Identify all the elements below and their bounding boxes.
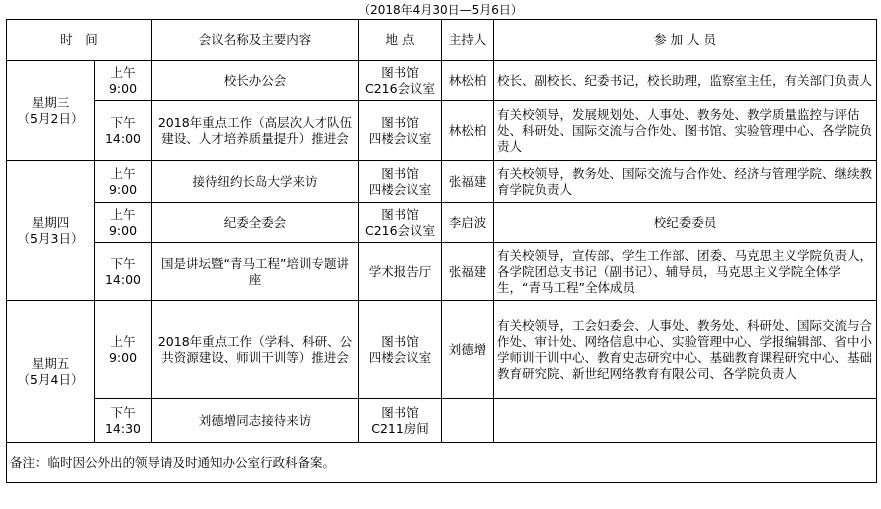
host: 刘德增	[442, 301, 494, 399]
period: 上午	[110, 206, 136, 222]
location-line: 图书馆	[381, 404, 419, 420]
time-cell	[95, 101, 152, 161]
location-cell	[359, 101, 442, 161]
time-cell	[95, 61, 152, 101]
meeting-name: 接待纽约长岛大学来访	[152, 161, 359, 203]
location-line: 学术报告厅	[368, 263, 432, 279]
time: 14:00	[104, 271, 142, 287]
date-range: （2018年4月30日—5月6日）	[358, 3, 523, 17]
attendees: 有关校领导，发展规划处、人事处、教务处、教学质量监控与评估处、科研处、国际交流与合作处、图书馆、实验管理中心、各学院负责人	[494, 101, 877, 161]
time: 14:30	[104, 420, 142, 436]
table-row	[7, 203, 877, 243]
location-line: C216会议室	[364, 80, 436, 96]
time-cell	[95, 243, 152, 301]
attendees	[494, 399, 877, 443]
location-line: 图书馆	[381, 165, 419, 181]
meeting-name: 2018年重点工作（学科、科研、公共资源建设、师训干训等）推进会	[152, 301, 359, 399]
day-label: 星期四	[31, 214, 70, 230]
location-cell	[359, 301, 442, 399]
day-cell	[7, 61, 95, 161]
time-cell	[95, 301, 152, 399]
day-date: （5月4日）	[17, 371, 84, 387]
meeting-name: 2018年重点工作（高层次人才队伍建设、人才培养质量提升）推进会	[152, 101, 359, 161]
day-cell	[7, 161, 95, 301]
note-row	[7, 443, 877, 483]
period: 下午	[110, 404, 136, 420]
host: 张福建	[442, 161, 494, 203]
location-cell	[359, 399, 442, 443]
table-row	[7, 301, 877, 399]
host: 林松柏	[442, 61, 494, 101]
header-location: 地 点	[359, 20, 442, 61]
time-cell	[95, 399, 152, 443]
host	[442, 399, 494, 443]
location-line: 图书馆	[381, 114, 419, 130]
attendees: 有关校领导，教务处、国际交流与合作处、经济与管理学院、继续教育学院负责人	[494, 161, 877, 203]
day-date: （5月3日）	[17, 230, 84, 246]
time: 9:00	[108, 80, 138, 96]
period: 上午	[110, 333, 136, 349]
period: 下午	[110, 255, 136, 271]
header-host: 主持人	[442, 20, 494, 61]
location-cell	[359, 203, 442, 243]
attendees: 有关校领导，工会妇委会、人事处、教务处、科研处、国际交流与合作处、审计处、网络信息中心、实验管理中心、学报编辑部、省中小学师训干训中心、教育史志研究中心、基础教育课程研究中心、基础教育研究院、新世纪网络教育有限公司、各学院负责人	[494, 301, 877, 399]
location-cell	[359, 61, 442, 101]
host: 李启波	[442, 203, 494, 243]
attendees: 有关校领导，宣传部、学生工作部、团委、马克思主义学院负责人，各学院团总支书记（副书记）、辅导员，马克思主义学院全体学生，“青马工程”全体成员	[494, 243, 877, 301]
time-cell	[95, 161, 152, 203]
note: 备注：临时因公外出的领导请及时通知办公室行政科备案。	[7, 443, 877, 483]
schedule-table	[6, 19, 877, 483]
location-line: 四楼会议室	[368, 130, 432, 146]
location-line: 四楼会议室	[368, 181, 432, 197]
time: 9:00	[108, 222, 138, 238]
meeting-name: 纪委全委会	[152, 203, 359, 243]
header-row	[7, 20, 877, 61]
location-line: 四楼会议室	[368, 349, 432, 365]
day-label: 星期五	[31, 355, 70, 371]
table-row	[7, 101, 877, 161]
table-row	[7, 243, 877, 301]
day-label: 星期三	[31, 94, 70, 110]
table-row	[7, 399, 877, 443]
attendees: 校纪委委员	[494, 203, 877, 243]
location-cell	[359, 161, 442, 203]
time: 14:00	[104, 130, 142, 146]
table-row	[7, 161, 877, 203]
meeting-name: 校长办公会	[152, 61, 359, 101]
location-line: 图书馆	[381, 206, 419, 222]
header-time: 时 间	[7, 20, 152, 61]
header-attendees: 参 加 人 员	[494, 20, 877, 61]
time: 9:00	[108, 181, 138, 197]
period: 上午	[110, 64, 136, 80]
table-row	[7, 61, 877, 101]
time-cell	[95, 203, 152, 243]
host: 张福建	[442, 243, 494, 301]
attendees: 校长、副校长、纪委书记，校长助理，监察室主任，有关部门负责人	[494, 61, 877, 101]
meeting-name: 刘德增同志接待来访	[152, 399, 359, 443]
meeting-name: 国是讲坛暨“青马工程”培训专题讲座	[152, 243, 359, 301]
header-meeting: 会议名称及主要内容	[152, 20, 359, 61]
location-cell	[359, 243, 442, 301]
time: 9:00	[108, 349, 138, 365]
day-cell	[7, 301, 95, 443]
location-line: 图书馆	[381, 333, 419, 349]
day-date: （5月2日）	[17, 110, 84, 126]
location-line: 图书馆	[381, 64, 419, 80]
location-line: C216会议室	[364, 222, 436, 238]
period: 下午	[110, 114, 136, 130]
location-line: C211房间	[371, 420, 429, 436]
period: 上午	[110, 165, 136, 181]
host: 林松柏	[442, 101, 494, 161]
